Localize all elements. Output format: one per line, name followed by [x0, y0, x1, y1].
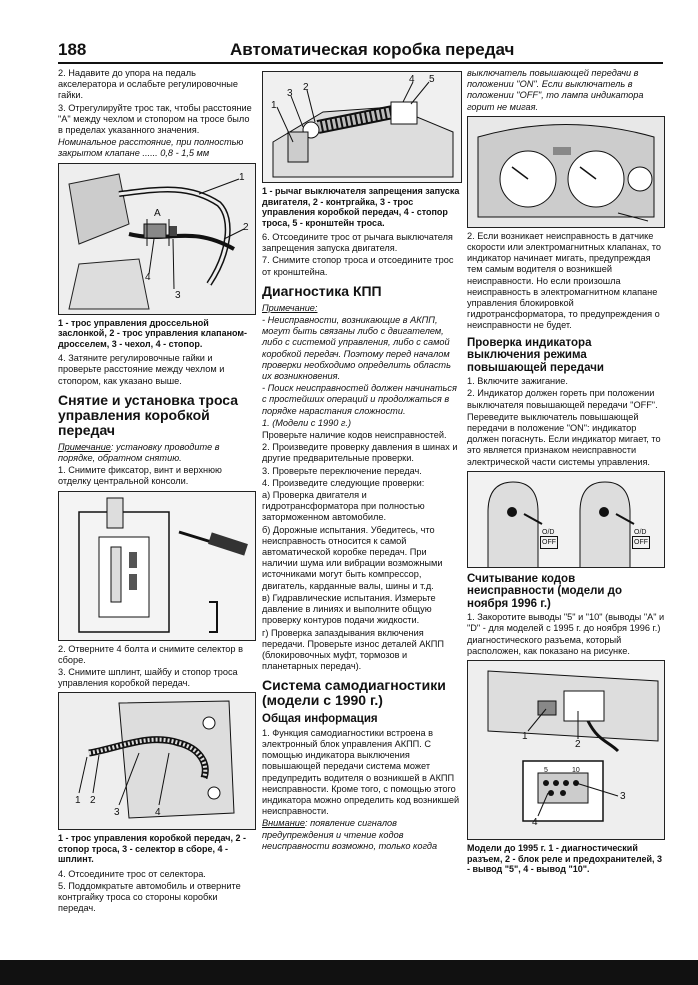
diagnostic-connector-drawing: [468, 661, 664, 839]
fig3-label-4: 4: [155, 807, 161, 819]
off-badge-left: OFF: [540, 536, 558, 549]
column-2: [262, 68, 462, 853]
page-title: Автоматическая коробка передач: [230, 40, 515, 59]
figure-console: [58, 491, 256, 641]
diag-step-3: 3. Проверьте переключение передач.: [262, 465, 422, 476]
fig-ns-label-3: 3: [287, 88, 293, 99]
subheading-read-codes: Считывание кодов неисправности (модели до ноября 1996 г.): [467, 572, 623, 610]
fig3-label-1: 1: [75, 795, 81, 807]
figure-caption-neutral-switch: 1 - рычаг выключателя запрещения запуска двигателя, 2 - контргайка, 3 - трос управления коробкой передач, 4 - стопор троса, 5 - кронштейн троса.: [262, 186, 460, 228]
step-6-disconnect-lever: 6. Отсоедините трос от рычага выключателя запрещения запуска двигателя.: [262, 232, 453, 254]
header-rule: [58, 62, 663, 64]
note-label: Примечание: [58, 441, 111, 452]
instrument-cluster-drawing: [468, 117, 664, 227]
section-heading-cable-removal: Снятие и установка троса управления коробкой передач: [58, 391, 239, 438]
figure-instrument-cluster: [467, 116, 665, 228]
speed-sensor-failure: 2. Если возникает неисправность в датчике скорости или электромагнитных клапанах, то индикатор начинает мигать, предупреждая тем самым водителя о возникшей неисправности. Но если произошла неисправность в электромагнитном клапане управления блокировкой гидротрансформатора, то предупреждения о неисправности не будет.: [467, 230, 662, 331]
od-switch-drawing: [468, 472, 664, 567]
diag-check-c: в) Гидравлические испытания. Измерьте давление в линиях и выполните общую проверку контуров подачи жидкости.: [262, 592, 436, 626]
conn-pin-5: 5: [544, 767, 548, 775]
fig3-label-2: 2: [90, 795, 96, 807]
step-2-unbolt-selector: 2. Отверните 4 болта и снимите селектор в сборе.: [58, 643, 243, 665]
fig-ns-label-4: 4: [409, 74, 415, 85]
general-info-p1: 1. Функция самодиагностики встроена в электронный блок управления АКПП. С помощью индикатора выключения повышающей передачи система может предупредить водителя о возникшей в АКПП неисправности. Кроме того, с помощью этого индикатора можно определить код возникшей неисправности.: [262, 727, 460, 817]
od-switch-continued: выключатель повышающей передачи в положении "ON". Если выключатель в положении "OFF", то лампа индикатора горит не мигая.: [467, 68, 644, 112]
od-step-1: 1. Включите зажигание.: [467, 376, 568, 387]
step-2-accelerator: 2. Надавите до упора на педаль акселератора и ослабьте регулировочные гайки.: [58, 68, 238, 101]
throttle-cable-drawing: [59, 164, 255, 314]
conn-label-1: 1: [522, 731, 528, 743]
fig-ns-label-2: 2: [303, 82, 309, 93]
fig-ns-label-1: 1: [271, 100, 277, 111]
od-label-right: O/D: [634, 528, 647, 536]
od-label-left: O/D: [542, 528, 555, 536]
column-1: [58, 68, 256, 916]
conn-label-4: 4: [532, 817, 538, 829]
od-step-2: 2. Индикатор должен гореть при положении выключателя повышающей передачи "OFF".: [467, 388, 658, 410]
diag-check-codes: Проверьте наличие кодов неисправностей.: [262, 430, 447, 441]
fig1-label-A: A: [154, 207, 161, 219]
conn-label-3: 3: [620, 791, 626, 803]
section-heading-diagnostics: Диагностика КПП: [262, 282, 382, 299]
page-bottom-bar: [0, 960, 698, 985]
figure-diagnostic-connector: [467, 660, 665, 840]
diag-step-2: 2. Произведите проверку давления в шинах и другие предварительные проверки.: [262, 442, 458, 464]
step-5-jack-up: 5. Поддомкратьте автомобиль и отверните контргайку троса со стороны коробки передач.: [58, 881, 241, 914]
subheading-general-info: Общая информация: [262, 713, 378, 726]
step-1-remove-trim: 1. Снимите фиксатор, винт и верхнюю отделку центральной консоли.: [58, 465, 222, 487]
conn-pin-10: 10: [572, 767, 580, 775]
step-4-tighten: 4. Затяните регулировочные гайки и проверьте расстояние между чехлом и стопором, как указано выше.: [58, 353, 225, 386]
fig1-label-4: 4: [145, 271, 151, 283]
column-3: [467, 68, 665, 879]
fig-ns-label-5: 5: [429, 74, 435, 85]
attention-label: Внимание: [262, 818, 305, 829]
diag-note-1: - Неисправности, возникающие в АКПП, могут быть связаны либо с двигателем, либо с системой управления, либо с самой коробкой передач. Поэтому перед началом проверки необходимо определить область их возникновения.: [262, 315, 451, 382]
conn-label-2: 2: [575, 739, 581, 751]
subheading-od-indicator-check: Проверка индикатора выключения режима повышающей передачи: [467, 336, 604, 374]
note-text: : установку проводите в порядке, обратном снятию.: [58, 441, 220, 463]
diag-check-b: б) Дорожные испытания. Убедитесь, что неисправность относится к самой автоматической коробке передач. При наличии шума или вибрации возможными источниками могут быть компрессор, двигатель, карданные валы, шины и т.д.: [262, 524, 443, 591]
diag-note-2: - Поиск неисправностей должен начинаться с простейших операций и продолжаться в порядке нарастания сложности.: [262, 383, 457, 416]
page-header: [0, 0, 698, 60]
page-number: 188: [58, 40, 87, 59]
read-codes-step-1: 1. Закоротите выводы "5" и "10" (выводы "А" и "D" - для моделей с 1995 г. до ноября 1996 г.) диагностического разъема, который расположен, как показано на рисунке.: [467, 612, 665, 656]
step-4-disconnect: 4. Отсоедините трос от селектора.: [58, 868, 206, 879]
figure-caption-throttle: 1 - трос управления дроссельной заслонкой, 2 - трос управления клапаном-дросселем, 3 - чехол, 4 - стопор.: [58, 317, 248, 349]
figure-od-switch: [467, 471, 665, 568]
fig1-label-3: 3: [175, 289, 181, 301]
fig3-label-3: 3: [114, 807, 120, 819]
section-heading-self-diagnostics: Система самодиагностики (модели с 1990 г.): [262, 677, 446, 709]
figure-selector-cable: [58, 692, 256, 830]
diag-step-1: 1. (Модели с 1990 г.): [262, 417, 352, 428]
figure-neutral-switch: [262, 71, 462, 183]
figure-caption-connector: Модели до 1995 г. 1 - диагностический разъем, 2 - блок реле и предохранителей, 3 - вывод "5", 4 - вывод "10".: [467, 843, 663, 875]
diag-check-a: а) Проверка двигателя и гидротрансформатора при полностью заторможенном автомобиле.: [262, 490, 425, 523]
nominal-distance: Номинальное расстояние, при полностью закрытом клапане ...... 0,8 - 1,5 мм: [58, 137, 244, 159]
diag-check-d: г) Проверка запаздывания включения передачи. Проверьте износ деталей АКПП (блокировочных муфт, тормозов и планетарных передач).: [262, 627, 444, 672]
diag-note-label: Примечание:: [262, 302, 318, 313]
step-3-remove-pin: 3. Снимите шплинт, шайбу и стопор троса управления коробкой передач.: [58, 666, 238, 689]
figure-caption-selector: 1 - трос управления коробкой передач, 2 - стопор троса, 3 - селектор в сборе, 4 - шплинт.: [58, 833, 246, 865]
step-7-remove-stopper: 7. Снимите стопор троса и отсоедините трос от кронштейна.: [262, 255, 454, 277]
diag-step-4: 4. Произведите следующие проверки:: [262, 477, 425, 488]
fig1-label-1: 1: [239, 171, 245, 183]
od-step-switch-on: Переведите выключатель повышающей передачи в положение "ON": индикатор должен погаснуть. Если индикатор мигает, то это является признаком неисправности электрической части системы управления.: [467, 411, 661, 467]
step-3-adjust: 3. Отрегулируйте трос так, чтобы расстояние "А" между чехлом и стопором на тросе было в пределах указанного значения.: [58, 102, 252, 136]
attention-text: : появление сигналов предупреждения и чтение кодов неисправности возможно, только когда: [262, 818, 438, 851]
figure-throttle-cable: [58, 163, 256, 315]
console-drawing: [59, 492, 255, 640]
off-badge-right: OFF: [632, 536, 650, 549]
fig1-label-2: 2: [243, 221, 249, 233]
